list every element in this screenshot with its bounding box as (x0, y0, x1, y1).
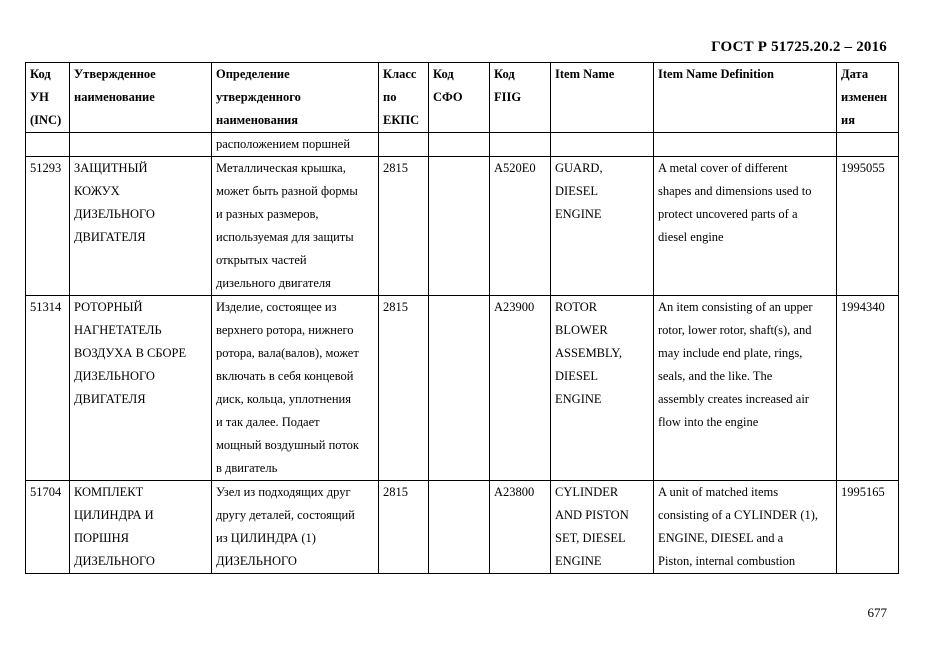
cell-line: Изделие, состоящее из (216, 300, 337, 314)
column-header-name (70, 63, 212, 133)
cell-line: ENGINE (555, 554, 602, 568)
cell-line: A23800 (494, 485, 535, 499)
cell-line: protect uncovered parts of a (658, 207, 798, 221)
cell-date (837, 157, 899, 296)
cell-line: A23900 (494, 300, 535, 314)
cell-line: используемая для защиты (216, 230, 354, 244)
column-header-inc (26, 63, 70, 133)
cell-line: ROTOR (555, 300, 598, 314)
cell-date (837, 481, 899, 574)
cell-name (70, 481, 212, 574)
cell-item-name (551, 157, 654, 296)
cell-item-name (551, 133, 654, 157)
cell-line: другу деталей, состоящий (216, 508, 355, 522)
cell-line: КОМПЛЕКТ (74, 485, 144, 499)
cell-line: Код (433, 67, 454, 81)
table-row (26, 481, 899, 574)
cell-line: в двигатель (216, 461, 278, 475)
cell-line: Металлическая крышка, (216, 161, 346, 175)
cell-line: 51293 (30, 161, 62, 175)
cell-date (837, 133, 899, 157)
cell-line: и так далее. Подает (216, 415, 320, 429)
cell-line: seals, and the like. The (658, 369, 773, 383)
cell-line: наименование (74, 90, 155, 104)
page-number: 677 (867, 605, 887, 620)
cell-line: 2815 (383, 161, 408, 175)
cell-line: A520E0 (494, 161, 536, 175)
cell-line: 51314 (30, 300, 62, 314)
cell-line: ВОЗДУХА В СБОРЕ (74, 346, 187, 360)
cell-line: УН (30, 90, 49, 104)
cell-line: Утвержденное (74, 67, 156, 81)
cell-fiig (490, 296, 551, 481)
cell-line: КОЖУХ (74, 184, 120, 198)
cell-line: 51704 (30, 485, 62, 499)
cell-line: DIESEL (555, 184, 599, 198)
column-header-item-definition (654, 63, 837, 133)
cell-item-name (551, 296, 654, 481)
table-row (26, 157, 899, 296)
column-header-date (837, 63, 899, 133)
cell-inc (26, 481, 70, 574)
cell-line: assembly creates increased air (658, 392, 809, 406)
cell-line: diesel engine (658, 230, 724, 244)
cell-sfo (429, 296, 490, 481)
cell-fiig (490, 157, 551, 296)
cell-line: ДИЗЕЛЬНОГО (74, 207, 155, 221)
cell-line: и разных размеров, (216, 207, 319, 221)
cell-line: расположением поршней (216, 137, 351, 151)
cell-line: 1995165 (841, 485, 885, 499)
cell-definition (212, 157, 379, 296)
cell-name (70, 133, 212, 157)
cell-line: СФО (433, 90, 463, 104)
cell-class (379, 157, 429, 296)
cell-line: GUARD, (555, 161, 603, 175)
document-header: ГОСТ Р 51725.20.2 – 2016 (711, 39, 887, 55)
cell-line: мощный воздушный поток (216, 438, 359, 452)
cell-line: Item Name (555, 67, 615, 81)
cell-line: ЦИЛИНДРА И (74, 508, 154, 522)
table-row (26, 296, 899, 481)
column-header-sfo (429, 63, 490, 133)
cell-class (379, 133, 429, 157)
cell-line: Код (494, 67, 515, 81)
cell-line: ПОРШНЯ (74, 531, 129, 545)
cell-sfo (429, 481, 490, 574)
cell-line: наименования (216, 113, 299, 127)
cell-line: Piston, internal combustion (658, 554, 796, 568)
cell-date (837, 296, 899, 481)
cell-line: FIIG (494, 90, 522, 104)
cell-line: ENGINE, DIESEL and a (658, 531, 784, 545)
gost-classification-table (25, 62, 899, 574)
cell-line: Код (30, 67, 51, 81)
cell-line: 2815 (383, 485, 408, 499)
cell-fiig (490, 481, 551, 574)
cell-line: может быть разной формы (216, 184, 358, 198)
cell-line: изменен (841, 90, 888, 104)
cell-line: Узел из подходящих друг (216, 485, 351, 499)
cell-line: A unit of matched items (658, 485, 779, 499)
cell-line: из ЦИЛИНДРА (1) (216, 531, 316, 545)
cell-line: включать в себя концевой (216, 369, 354, 383)
cell-class (379, 296, 429, 481)
cell-sfo (429, 157, 490, 296)
cell-line: ДИЗЕЛЬНОГО (216, 554, 297, 568)
column-header-definition (212, 63, 379, 133)
cell-line: flow into the engine (658, 415, 759, 429)
cell-line: диск, кольца, уплотнения (216, 392, 351, 406)
cell-line: открытых частей (216, 253, 307, 267)
cell-definition (212, 296, 379, 481)
column-header-class (379, 63, 429, 133)
cell-line: An item consisting of an upper (658, 300, 813, 314)
cell-line: ENGINE (555, 207, 602, 221)
cell-item-definition (654, 481, 837, 574)
cell-line: (INC) (30, 113, 62, 127)
cell-item-name (551, 481, 654, 574)
cell-line: верхнего ротора, нижнего (216, 323, 354, 337)
cell-line: AND PISTON (555, 508, 629, 522)
cell-line: ДИЗЕЛЬНОГО (74, 369, 155, 383)
cell-inc (26, 157, 70, 296)
column-header-item-name (551, 63, 654, 133)
cell-line: Дата (841, 67, 869, 81)
continuation-row (26, 133, 899, 157)
cell-inc (26, 296, 70, 481)
cell-line: may include end plate, rings, (658, 346, 803, 360)
cell-name (70, 296, 212, 481)
cell-line: ия (841, 113, 855, 127)
cell-line: ротора, вала(валов), может (216, 346, 359, 360)
cell-line: consisting of a CYLINDER (1), (658, 508, 819, 522)
cell-line: shapes and dimensions used to (658, 184, 812, 198)
cell-line: НАГНЕТАТЕЛЬ (74, 323, 162, 337)
cell-fiig (490, 133, 551, 157)
cell-line: SET, DIESEL (555, 531, 626, 545)
cell-line: Item Name Definition (658, 67, 774, 81)
cell-line: Определение (216, 67, 290, 81)
cell-item-definition (654, 157, 837, 296)
column-header-fiig (490, 63, 551, 133)
cell-line: 1995055 (841, 161, 885, 175)
cell-line: ASSEMBLY, (555, 346, 622, 360)
cell-line: утвержденного (216, 90, 301, 104)
cell-name (70, 157, 212, 296)
cell-definition (212, 133, 379, 157)
cell-line: 1994340 (841, 300, 885, 314)
cell-line: A metal cover of different (658, 161, 788, 175)
table-body (26, 133, 899, 574)
cell-line: дизельного двигателя (216, 276, 331, 290)
cell-line: ЗАЩИТНЫЙ (74, 161, 148, 175)
cell-definition (212, 481, 379, 574)
cell-item-definition (654, 133, 837, 157)
cell-class (379, 481, 429, 574)
cell-line: 2815 (383, 300, 408, 314)
cell-line: CYLINDER (555, 485, 619, 499)
cell-line: ДВИГАТЕЛЯ (74, 230, 146, 244)
cell-line: ЕКПС (383, 113, 420, 127)
cell-line: rotor, lower rotor, shaft(s), and (658, 323, 812, 337)
cell-sfo (429, 133, 490, 157)
cell-line: ДВИГАТЕЛЯ (74, 392, 146, 406)
cell-inc (26, 133, 70, 157)
cell-line: РОТОРНЫЙ (74, 300, 143, 314)
cell-line: Класс (383, 67, 417, 81)
cell-line: по (383, 90, 397, 104)
cell-item-definition (654, 296, 837, 481)
cell-line: BLOWER (555, 323, 608, 337)
cell-line: ДИЗЕЛЬНОГО (74, 554, 155, 568)
cell-line: ENGINE (555, 392, 602, 406)
cell-line: DIESEL (555, 369, 599, 383)
table-header-row (26, 63, 899, 133)
